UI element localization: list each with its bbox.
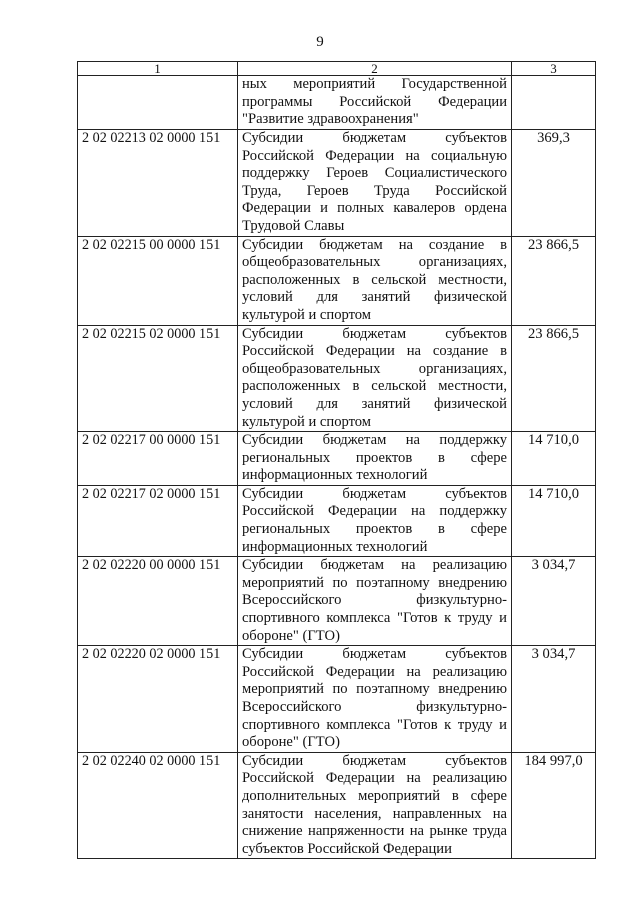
row-amount: 369,3 [512, 130, 596, 237]
row-code: 2 02 02220 00 0000 151 [78, 557, 238, 646]
row-amount [512, 76, 596, 130]
table-row [78, 325, 596, 432]
table-row [78, 557, 596, 646]
row-description: Субсидии бюджетам субъектов Российской Федерации на социальную поддержку Героев Социалистического Труда, Героев Труда Российской Федерации и полных кавалеров ордена Трудовой Славы [238, 130, 512, 237]
row-description: Субсидии бюджетам субъектов Российской Федерации на реализацию мероприятий по поэтапному внедрению Всероссийского физкультурно-спортивного комплекса "Готов к труду и обороне" (ГТО) [238, 646, 512, 753]
column-header-code: 1 [78, 62, 238, 76]
row-amount: 23 866,5 [512, 325, 596, 432]
table-row [78, 646, 596, 753]
row-amount: 14 710,0 [512, 485, 596, 556]
row-description: Субсидии бюджетам на создание в общеобразовательных организациях, расположенных в сельской местности, условий для занятий физической культурой и спортом [238, 236, 512, 325]
row-amount: 3 034,7 [512, 646, 596, 753]
row-description: Субсидии бюджетам на поддержку региональных проектов в сфере информационных технологий [238, 432, 512, 486]
table-row-continuation [78, 76, 596, 130]
table-row [78, 130, 596, 237]
budget-table [77, 61, 596, 859]
row-code: 2 02 02217 02 0000 151 [78, 485, 238, 556]
table-row [78, 432, 596, 486]
row-description: Субсидии бюджетам субъектов Российской Федерации на создание в общеобразовательных организациях, расположенных в сельской местности, условий для занятий физической культурой и спортом [238, 325, 512, 432]
row-code: 2 02 02215 00 0000 151 [78, 236, 238, 325]
row-description: Субсидии бюджетам субъектов Российской Федерации на реализацию дополнительных мероприятий в сфере занятости населения, направленных на снижение напряженности на рынке труда субъектов Российской Федерации [238, 752, 512, 859]
row-amount: 3 034,7 [512, 557, 596, 646]
row-amount: 23 866,5 [512, 236, 596, 325]
row-description: ных мероприятий Государственной программы Российской Федерации "Развитие здравоохранения" [238, 76, 512, 130]
row-code [78, 76, 238, 130]
row-description: Субсидии бюджетам на реализацию мероприятий по поэтапному внедрению Всероссийского физкультурно-спортивного комплекса "Готов к труду и обороне" (ГТО) [238, 557, 512, 646]
table-row [78, 485, 596, 556]
column-header-description: 2 [238, 62, 512, 76]
page-number: 9 [316, 34, 324, 50]
row-code: 2 02 02220 02 0000 151 [78, 646, 238, 753]
row-code: 2 02 02213 02 0000 151 [78, 130, 238, 237]
table-row [78, 752, 596, 859]
row-code: 2 02 02240 02 0000 151 [78, 752, 238, 859]
row-description: Субсидии бюджетам субъектов Российской Федерации на поддержку региональных проектов в сфере информационных технологий [238, 485, 512, 556]
table-header-row [78, 62, 596, 76]
column-header-amount: 3 [512, 62, 596, 76]
row-amount: 184 997,0 [512, 752, 596, 859]
table-row [78, 236, 596, 325]
row-code: 2 02 02217 00 0000 151 [78, 432, 238, 486]
row-code: 2 02 02215 02 0000 151 [78, 325, 238, 432]
row-amount: 14 710,0 [512, 432, 596, 486]
